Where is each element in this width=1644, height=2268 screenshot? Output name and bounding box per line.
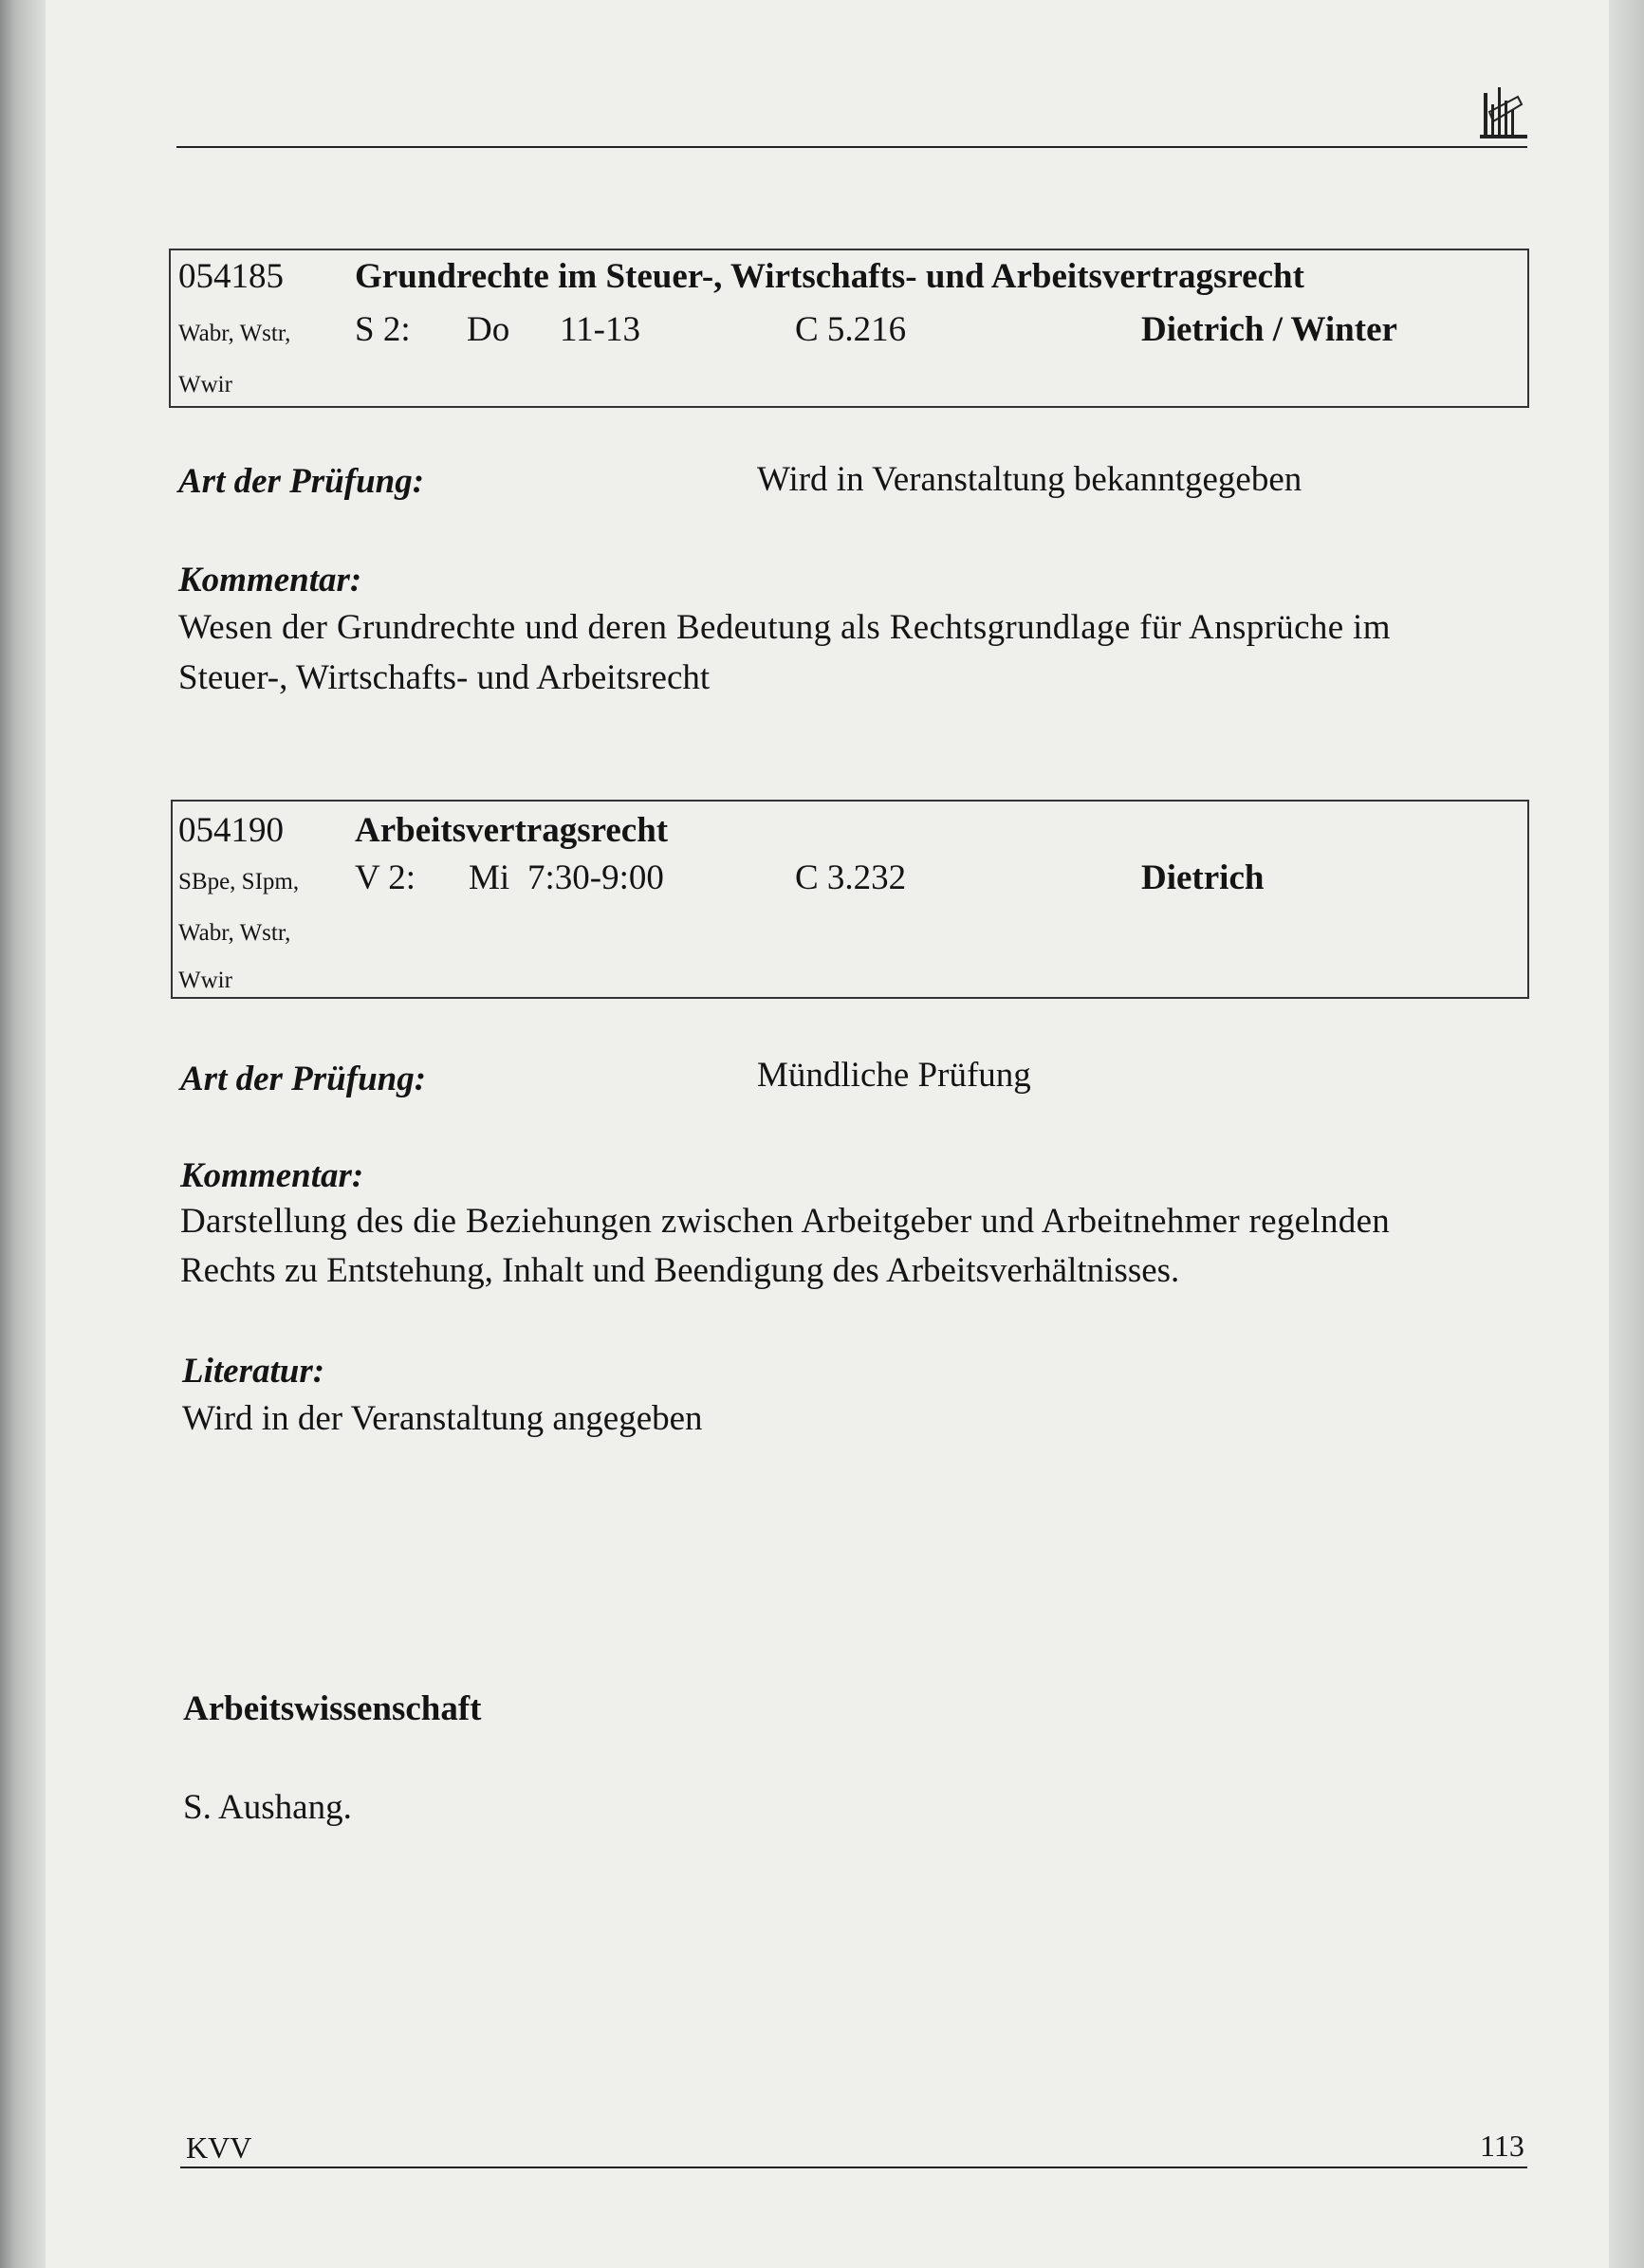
exam-value: Wird in Veranstaltung bekanntgegeben (757, 460, 1302, 499)
exam-label: Art der Prüfung: (178, 462, 425, 501)
course-title: Arbeitsvertragsrecht (355, 811, 669, 850)
footer-label: KVV (186, 2130, 252, 2165)
course-groups: Wwir (178, 968, 232, 993)
comment-text: Rechts zu Entstehung, Inhalt und Beendigung des Arbeitsverhältnisses. (180, 1251, 1180, 1290)
course-lecturer: Dietrich (1141, 858, 1265, 897)
header-rule (176, 146, 1527, 148)
course-room: C 3.232 (795, 858, 907, 897)
book-binding (0, 0, 46, 2268)
section-text: S. Aushang. (183, 1788, 352, 1827)
exam-label: Art der Prüfung: (180, 1060, 427, 1098)
comment-text: Wesen der Grundrechte und deren Bedeutung als Rechtsgrundlage für Ansprüche im (178, 608, 1391, 647)
university-logo-icon (1480, 83, 1527, 140)
course-day: Do (467, 310, 510, 349)
section-heading: Arbeitswissenschaft (183, 1689, 482, 1728)
course-type: V 2: (355, 858, 416, 897)
comment-label: Kommentar: (178, 561, 362, 599)
course-groups: Wwir (178, 372, 232, 397)
course-lecturer: Dietrich / Winter (1141, 310, 1397, 349)
course-groups: SBpe, SIpm, (178, 869, 300, 894)
literature-value: Wird in der Veranstaltung angegeben (182, 1399, 703, 1438)
exam-value: Mündliche Prüfung (757, 1056, 1031, 1095)
comment-label: Kommentar: (180, 1156, 364, 1195)
course-room: C 5.216 (795, 310, 907, 349)
course-code: 054185 (178, 257, 284, 296)
course-groups: Wabr, Wstr, (178, 920, 291, 946)
footer-rule (180, 2167, 1527, 2168)
course-type: S 2: (355, 310, 411, 349)
course-groups: Wabr, Wstr, (178, 321, 291, 346)
page-number: 113 (1480, 2129, 1524, 2163)
course-time: 7:30-9:00 (527, 858, 664, 897)
course-title: Grundrechte im Steuer-, Wirtschafts- und Arbeitsvertragsrecht (355, 257, 1304, 296)
page-edge (1609, 0, 1644, 2268)
course-day: Mi (469, 858, 510, 897)
comment-text: Darstellung des die Beziehungen zwischen Arbeitgeber und Arbeitnehmer regelnden (180, 1202, 1391, 1241)
course-time: 11-13 (560, 310, 640, 349)
course-code: 054190 (178, 811, 284, 850)
comment-text: Steuer-, Wirtschafts- und Arbeitsrecht (178, 658, 711, 697)
literature-label: Literatur: (182, 1352, 325, 1391)
